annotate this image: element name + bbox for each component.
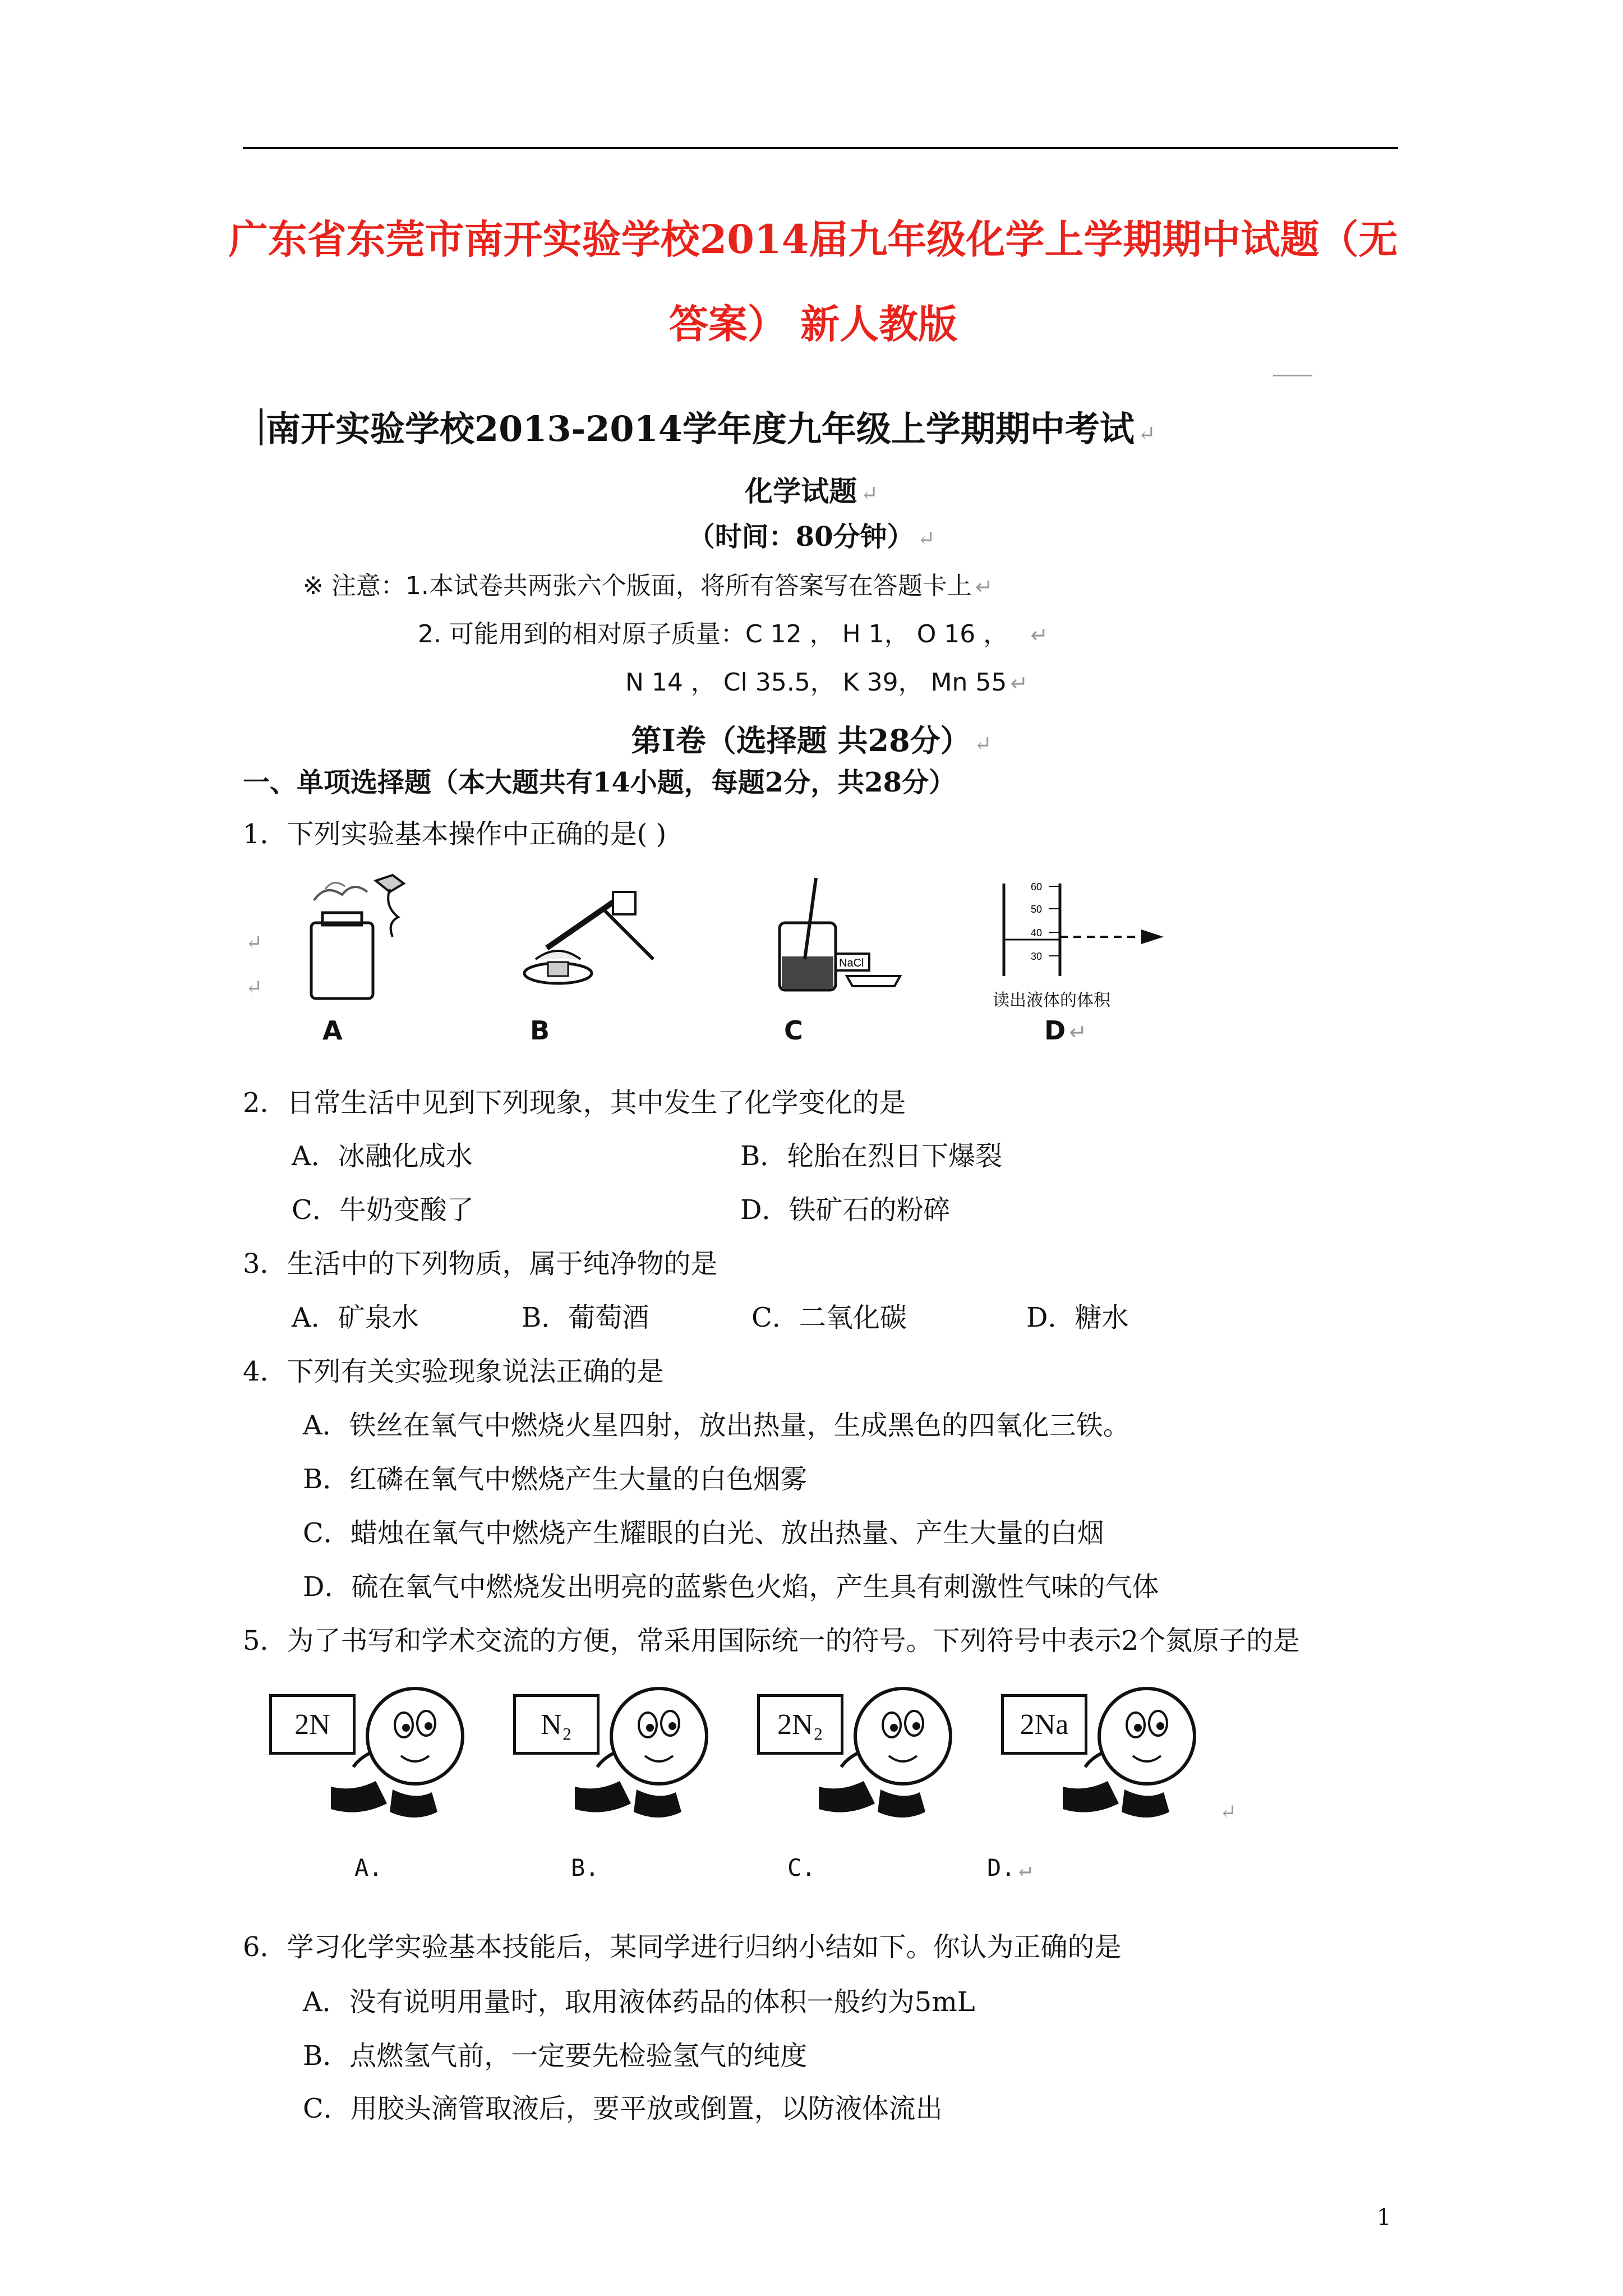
q1-label-a: A [322, 1015, 343, 1046]
svg-text:40: 40 [1031, 927, 1043, 938]
document-title-line1: 广东省东莞市南开实验学校2014届九年级化学上学期期中试题（无 [228, 216, 1398, 263]
corner-mark [1273, 375, 1312, 376]
subject-title: 化学试题 ↵ [745, 475, 878, 508]
q5-card-c: 2N₂ [757, 1694, 843, 1755]
figure-b-heating-test-tube [513, 875, 681, 999]
q6-stem: 6．学习化学实验基本技能后，某同学进行归纳小结如下。你认为正确的是 [243, 1931, 1122, 1963]
q4-stem: 4．下列有关实验现象说法正确的是 [243, 1356, 664, 1387]
q5-label-b: B. [571, 1854, 600, 1881]
q5-card-d: 2Na [1001, 1694, 1087, 1755]
q2-option-a: A．冰融化成水 [292, 1140, 473, 1172]
figure-c-weighing-nacl [763, 867, 909, 1001]
q1-label-b: B [530, 1015, 550, 1046]
q4-option-d: D．硫在氧气中燃烧发出明亮的蓝紫色火焰，产生具有刺激性气味的气体 [303, 1571, 1159, 1603]
q5-card-b: N₂ [513, 1694, 600, 1755]
q4-option-a: A．铁丝在氧气中燃烧火星四射，放出热量，生成黑色的四氧化三铁。 [303, 1410, 1130, 1441]
q3-option-c: C．二氧化碳 [751, 1302, 907, 1333]
q6-option-a: A．没有说明用量时，取用液体药品的体积一般约为5mL [303, 1986, 975, 2018]
svg-text:60: 60 [1031, 881, 1043, 892]
document-title-line2: 答案） 新人教版 [668, 301, 958, 347]
note-line-2: 2. 可能用到的相对原子质量：C 12 ， H 1， O 16 ， ↵ [418, 620, 1049, 648]
q5-stem: 5．为了书写和学术交流的方便，常采用国际统一的符号。下列符号中表示2个氮原子的是 [243, 1625, 1301, 1657]
return-mark: ↵ [246, 976, 263, 999]
exam-time: （时间：80分钟） ↵ [688, 521, 935, 553]
figure-d-caption: 读出液体的体积 [993, 991, 1110, 1010]
exam-header: 南开实验学校2013-2014学年度九年级上学期期中考试 ↵ [260, 401, 1156, 451]
return-mark: ↵ [1220, 1801, 1237, 1824]
figure-a-gas-jar [292, 867, 426, 1007]
q1-label-c: C [784, 1015, 803, 1046]
svg-text:30: 30 [1031, 951, 1043, 962]
q5-figure-d [1001, 1683, 1237, 1829]
q5-label-a: A. [354, 1854, 383, 1881]
q3-option-d: D．糖水 [1026, 1302, 1129, 1333]
cursor-bar [260, 408, 262, 445]
q6-option-c: C．用胶头滴管取液后，要平放或倒置，以防液体流出 [303, 2093, 943, 2124]
part-one-heading: 一、单项选择题（本大题共有14小题，每题2分，共28分） [243, 767, 956, 798]
q1-label-d: D ↵ [1044, 1015, 1087, 1046]
figure-d-graduated-cylinder [987, 878, 1172, 984]
q3-option-b: B．葡萄酒 [522, 1302, 649, 1333]
note-line-3: N 14 ， Cl 35.5， K 39， Mn 55 ↵ [625, 668, 1029, 697]
q2-stem: 2．日常生活中见到下列现象，其中发生了化学变化的是 [243, 1087, 906, 1119]
return-mark: ↵ [246, 931, 263, 954]
q3-stem: 3．生活中的下列物质，属于纯净物的是 [243, 1248, 718, 1280]
q5-figure-a [269, 1683, 505, 1829]
note-line-1: ※ 注意：1.本试卷共两张六个版面，将所有答案写在答题卡上 ↵ [303, 572, 993, 600]
q5-figure-c [757, 1683, 993, 1829]
q2-option-c: C．牛奶变酸了 [292, 1194, 474, 1226]
q4-option-c: C．蜡烛在氧气中燃烧产生耀眼的白光、放出热量、产生大量的白烟 [303, 1517, 1104, 1549]
q5-figure-b [513, 1683, 749, 1829]
q5-card-a: 2N [269, 1694, 356, 1755]
section-title: 第Ⅰ卷（选择题 共28分） ↵ [631, 723, 992, 758]
svg-text:50: 50 [1031, 904, 1043, 915]
q6-option-b: B．点燃氢气前，一定要先检验氢气的纯度 [303, 2040, 808, 2072]
q2-option-b: B．轮胎在烈日下爆裂 [740, 1140, 1003, 1172]
svg-text:NaCl: NaCl [839, 957, 864, 969]
q1-stem: 1．下列实验基本操作中正确的是( ) [243, 818, 667, 850]
q4-option-b: B．红磷在氧气中燃烧产生大量的白色烟雾 [303, 1464, 808, 1495]
page-number: 1 [1377, 2205, 1391, 2230]
q3-option-a: A．矿泉水 [292, 1302, 419, 1333]
q2-option-d: D．铁矿石的粉碎 [740, 1194, 951, 1226]
header-rule [243, 147, 1398, 149]
q5-label-c: C. [787, 1854, 816, 1881]
q5-label-d: D. ↵ [987, 1854, 1032, 1881]
